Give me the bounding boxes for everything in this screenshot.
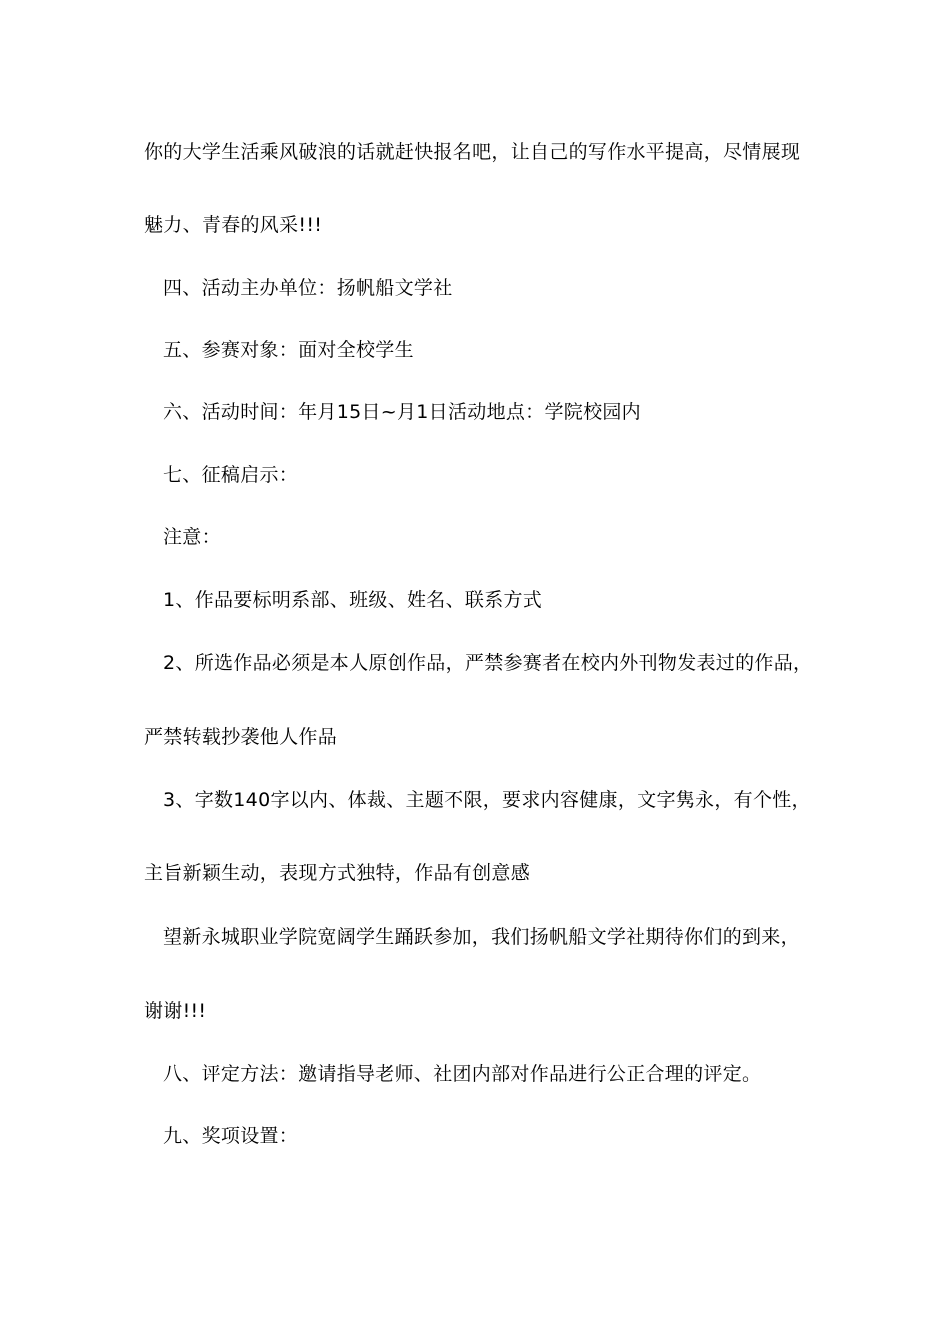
paragraph-line: 严禁转载抄袭他人作品 (144, 726, 338, 748)
section-heading-time-location: 六、活动时间：年月15日~月1日活动地点：学院校园内 (163, 401, 641, 423)
list-item: 1、作品要标明系部、班级、姓名、联系方式 (163, 589, 543, 611)
notice-label: 注意： (163, 526, 221, 548)
paragraph-line: 魅力、青春的风采!!! (144, 214, 323, 236)
paragraph-line: 主旨新颖生动，表现方式独特，作品有创意感 (144, 862, 531, 884)
list-item: 2、所选作品必须是本人原创作品，严禁参赛者在校内外刊物发表过的作品， (163, 652, 813, 674)
section-heading-participants: 五、参赛对象：面对全校学生 (163, 339, 414, 361)
paragraph-line: 谢谢!!! (144, 1000, 207, 1022)
paragraph-line: 望新永城职业学院宽阔学生踊跃参加，我们扬帆船文学社期待你们的到来， (163, 926, 800, 948)
list-item: 3、字数140字以内、体裁、主题不限，要求内容健康，文字隽永，有个性， (163, 789, 811, 811)
section-heading-evaluation: 八、评定方法：邀请指导老师、社团内部对作品进行公正合理的评定。 (163, 1063, 762, 1085)
section-heading-call-for-papers: 七、征稿启示： (163, 464, 299, 486)
section-heading-awards: 九、奖项设置： (163, 1125, 299, 1147)
paragraph-line: 你的大学生活乘风破浪的话就赶快报名吧，让自己的写作水平提高，尽情展现 (144, 141, 801, 163)
section-heading-organizer: 四、活动主办单位：扬帆船文学社 (163, 277, 453, 299)
